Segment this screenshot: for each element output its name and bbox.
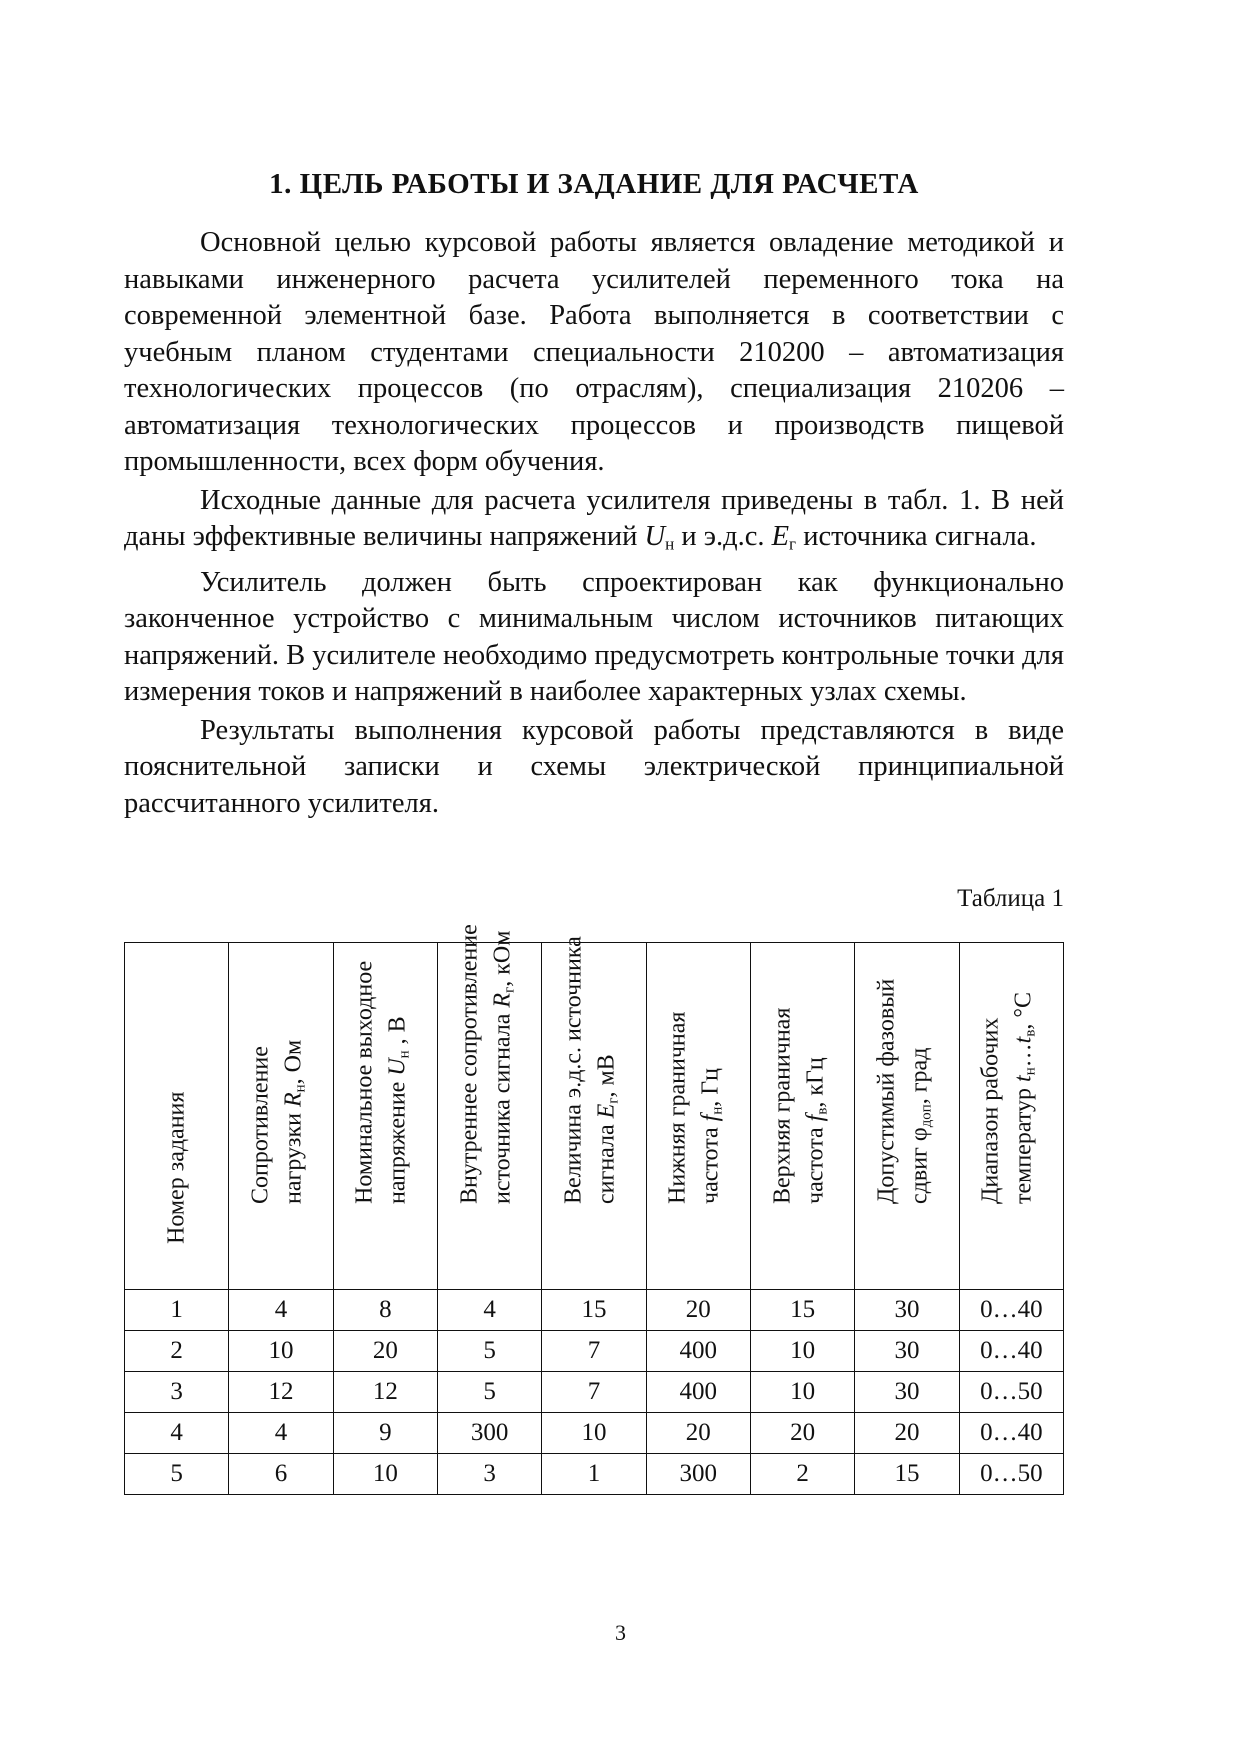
u-subscript: н xyxy=(665,534,675,554)
header-phase-shift: Допустимый фазовый сдвиг $\varphi_{доп}$, град xyxy=(855,943,959,1290)
table-cell: 7 xyxy=(542,1331,646,1372)
table-cell: 15 xyxy=(855,1454,959,1495)
table-cell: 10 xyxy=(750,1331,854,1372)
table-cell: 3 xyxy=(125,1372,229,1413)
task-table xyxy=(124,924,1064,1495)
paragraph-design-requirements: Усилитель должен быть спроектирован как функционально законченное устройство с минимальным числом источников питающих напряжений. В усилителе необходимо предусмотреть контрольные точки для измерения токов и напряжений в наиболее характерных узлах схемы. xyxy=(124,566,1064,708)
body-text xyxy=(124,225,1064,824)
section-heading: 1. ЦЕЛЬ РАБОТЫ И ЗАДАНИЕ ДЛЯ РАСЧЕТА xyxy=(269,168,919,200)
table-cell: 20 xyxy=(333,1331,437,1372)
table-cell: 20 xyxy=(750,1413,854,1454)
paragraph-goal: Основной целью курсовой работы является овладение методикой и навыками инженерного расчета усилителей переменного тока на современной элементной базе. Работа выполняется в соответствии с учебным планом студентами специальности 210200 – автоматизация технологических процессов (по отраслям), специализация 210206 – автоматизация технологических процессов и производств пищевой промышленности, всех форм обучения. xyxy=(124,227,1064,477)
e-symbol: E xyxy=(771,521,790,552)
header-high-cutoff-frequency: Верхняя граничная частота $f_в$, кГц xyxy=(750,943,854,1290)
table-cell: 3 xyxy=(437,1454,541,1495)
table-cell: 2 xyxy=(125,1331,229,1372)
table-cell: 15 xyxy=(750,1290,854,1331)
table-row xyxy=(125,1413,1064,1454)
paragraph-input-data-text-b: и э.д.с. xyxy=(674,521,772,552)
table-cell: 12 xyxy=(229,1372,333,1413)
table-cell: 0…50 xyxy=(959,1372,1063,1413)
table-cell: 400 xyxy=(646,1331,750,1372)
table-row xyxy=(125,1331,1064,1372)
table-row xyxy=(125,1454,1064,1495)
table-cell: 300 xyxy=(437,1413,541,1454)
page-number: 3 xyxy=(615,1620,626,1645)
header-source-emf: Величина э.д.с. источника сигнала $E_г$, мВ xyxy=(542,943,646,1290)
table-cell: 5 xyxy=(125,1454,229,1495)
header-load-resistance: Сопротивление нагрузки $R_н$, Ом xyxy=(229,943,333,1290)
table-cell: 10 xyxy=(542,1413,646,1454)
table-cell: 4 xyxy=(229,1290,333,1331)
table-cell: 0…40 xyxy=(959,1413,1063,1454)
table-cell: 4 xyxy=(437,1290,541,1331)
table-header-row xyxy=(125,943,1064,1290)
table-cell: 20 xyxy=(646,1290,750,1331)
table-caption: Таблица 1 xyxy=(957,885,1064,912)
table-cell: 400 xyxy=(646,1372,750,1413)
u-symbol: U xyxy=(644,521,666,552)
paragraph-results: Результаты выполнения курсовой работы представляются в виде пояснительной записки и схемы электрической принципиальной рассчитанного усилителя. xyxy=(124,714,1064,819)
table-cell: 6 xyxy=(229,1454,333,1495)
table-cell: 4 xyxy=(125,1413,229,1454)
table-cell: 300 xyxy=(646,1454,750,1495)
table-cell: 10 xyxy=(333,1454,437,1495)
header-temperature-range: Диапазон рабочих температур $t_н\dots t_в$, °C xyxy=(959,943,1063,1290)
table-cell: 30 xyxy=(855,1372,959,1413)
table-cell: 5 xyxy=(437,1372,541,1413)
table-cell: 10 xyxy=(750,1372,854,1413)
e-subscript: г xyxy=(789,534,797,554)
table-cell: 15 xyxy=(542,1290,646,1331)
table-cell: 7 xyxy=(542,1372,646,1413)
header-low-cutoff-frequency: Нижняя граничная частота $f_н$, Гц xyxy=(646,943,750,1290)
table-cell: 0…40 xyxy=(959,1331,1063,1372)
header-task-number: Номер задания xyxy=(125,943,229,1290)
table-cell: 2 xyxy=(750,1454,854,1495)
table-cell: 30 xyxy=(855,1290,959,1331)
table-cell: 1 xyxy=(125,1290,229,1331)
table-cell: 4 xyxy=(229,1413,333,1454)
table-cell: 5 xyxy=(437,1331,541,1372)
table-cell: 0…40 xyxy=(959,1290,1063,1331)
table-cell: 10 xyxy=(229,1331,333,1372)
table-cell: 1 xyxy=(542,1454,646,1495)
table-cell: 20 xyxy=(855,1413,959,1454)
table-cell: 12 xyxy=(333,1372,437,1413)
paragraph-input-data-text-c: источника сигнала. xyxy=(796,521,1037,552)
table-cell: 0…50 xyxy=(959,1454,1063,1495)
header-source-resistance: Внутреннее сопротивление источника сигнала $R_г$, кОм xyxy=(437,943,541,1290)
paragraph-input-data xyxy=(124,483,1064,563)
table-row xyxy=(125,1290,1064,1331)
table-cell: 30 xyxy=(855,1331,959,1372)
table-cell: 8 xyxy=(333,1290,437,1331)
paragraph-input-data-text-a: Исходные данные для расчета усилителя приведены в табл. 1. В ней даны эффективные величины напряжений xyxy=(124,484,1064,552)
header-output-voltage: Номинальное выходное напряжение $U_н$ , В xyxy=(333,943,437,1290)
table-cell: 9 xyxy=(333,1413,437,1454)
table-cell: 20 xyxy=(646,1413,750,1454)
table-row xyxy=(125,1372,1064,1413)
